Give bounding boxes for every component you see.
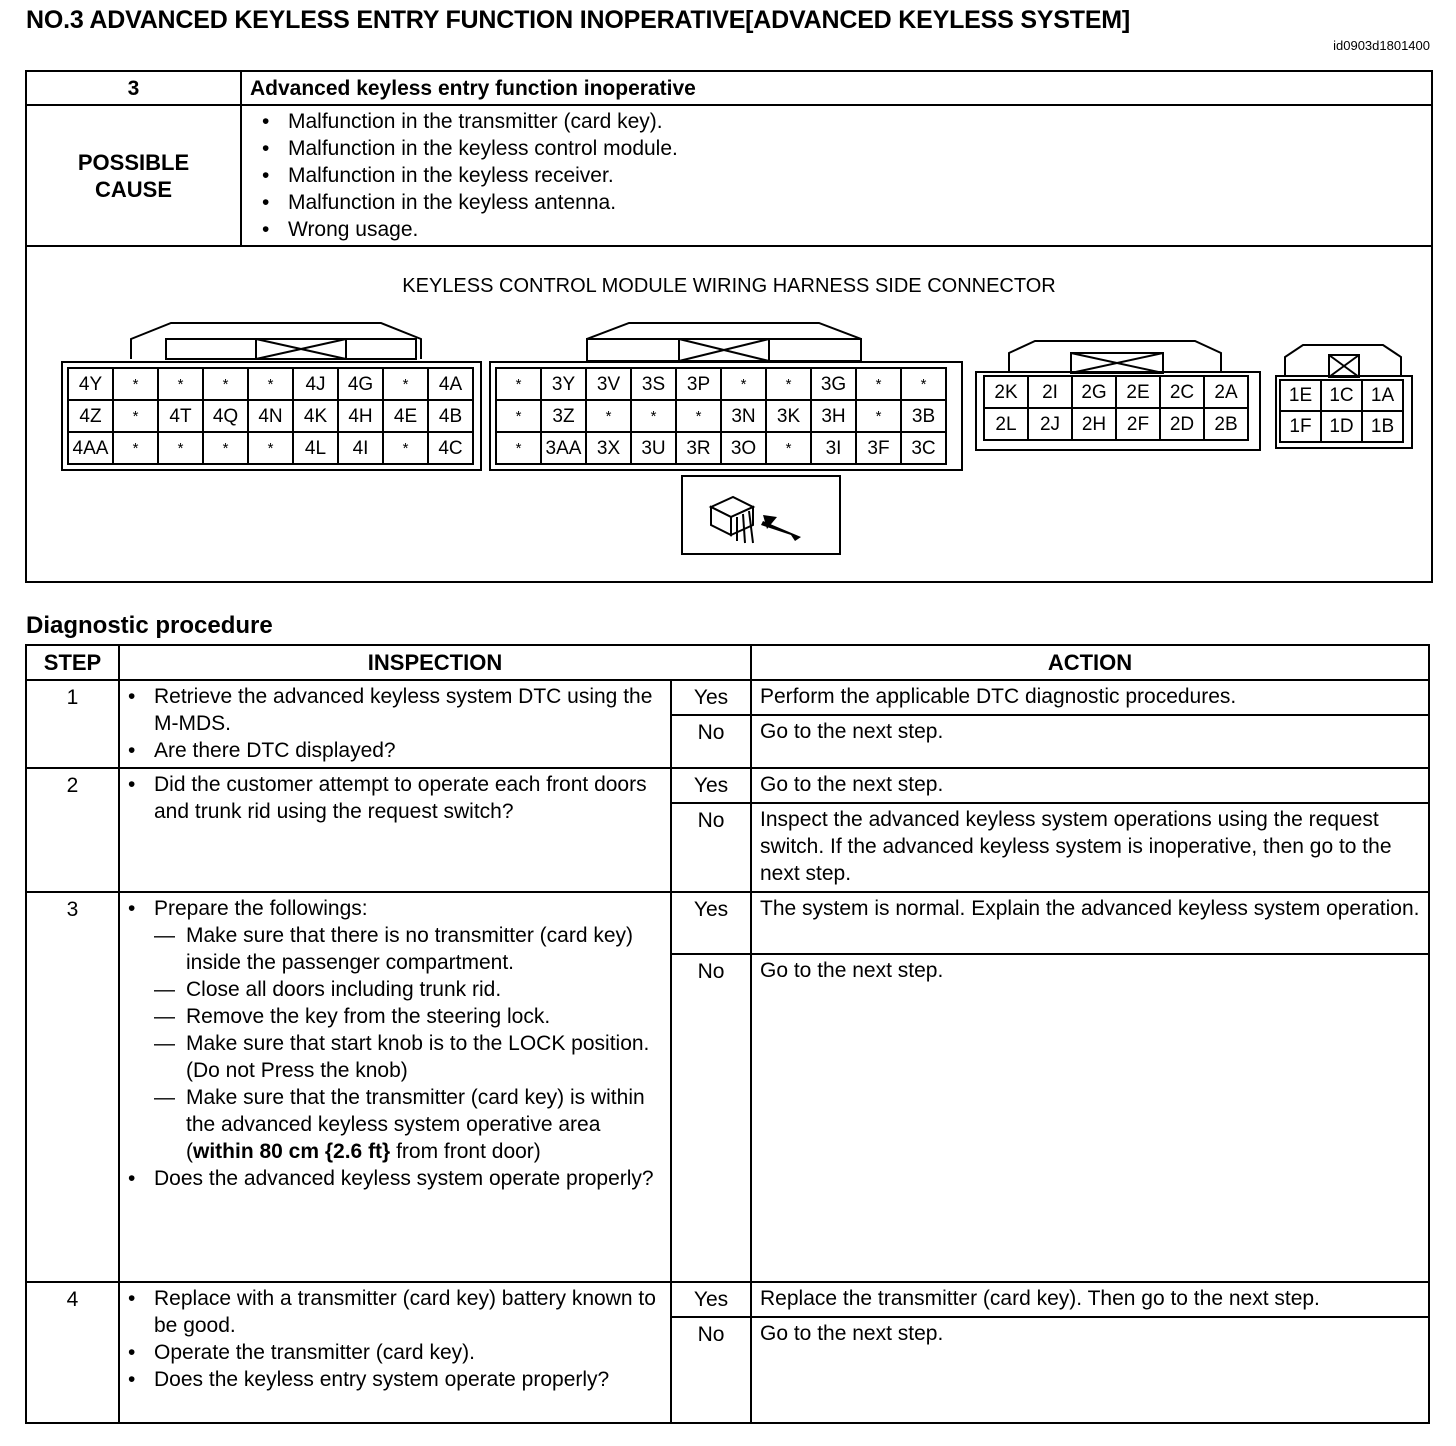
pin: * [249,433,292,463]
pin: 4K [294,401,337,431]
pin: 4T [159,401,202,431]
pin: 4E [384,401,427,431]
pin: 2H [1073,409,1115,439]
pin: * [587,401,630,431]
cause-item: • Malfunction in the keyless control module. [256,135,1431,162]
pin: 2J [1029,409,1071,439]
pin: * [114,369,157,399]
pin: * [384,433,427,463]
pin: * [249,369,292,399]
no-action: Go to the next step. [751,715,1429,768]
yes-label: Yes [671,892,751,954]
pin: 3S [632,369,675,399]
yes-label: Yes [671,1282,751,1317]
symptom-number: 3 [26,71,241,105]
pin: 2K [985,377,1027,407]
step-inspection: • Retrieve the advanced keyless system DTC using the M-MDS. • Are there DTC displayed? [119,680,671,768]
pin: 3I [812,433,855,463]
pin: 1E [1281,381,1320,410]
document-id: id0903d1801400 [1333,38,1430,53]
pin: 3V [587,369,630,399]
pin: 4A [429,369,472,399]
connector-title: KEYLESS CONTROL MODULE WIRING HARNESS SIDE CONNECTOR [402,275,1056,297]
pin: * [902,369,945,399]
no-label: No [671,715,751,768]
yes-action: The system is normal. Explain the advanced keyless system operation. [751,892,1429,954]
pin: * [384,369,427,399]
pin: 3C [902,433,945,463]
step-inspection: • Replace with a transmitter (card key) battery known to be good. • Operate the transmitter (card key). • Does the keyless entry system operate properly? [119,1282,671,1423]
yes-label: Yes [671,680,751,715]
connector-3 [489,319,967,469]
pin: * [722,369,765,399]
pin: 3B [902,401,945,431]
pin: 4C [429,433,472,463]
cause-item: • Malfunction in the transmitter (card key). [256,108,1431,135]
pin: 3O [722,433,765,463]
pin: 2C [1161,377,1203,407]
pin: 3AA [542,433,585,463]
pin: 4N [249,401,292,431]
yes-action: Perform the applicable DTC diagnostic procedures. [751,680,1429,715]
pin: 1D [1322,412,1361,441]
page-title: NO.3 ADVANCED KEYLESS ENTRY FUNCTION INOPERATIVE[ADVANCED KEYLESS SYSTEM] [26,6,1131,34]
step-number: 3 [26,892,119,1282]
pin: * [204,433,247,463]
pin: 4Z [69,401,112,431]
pin: 3H [812,401,855,431]
pin: 2D [1161,409,1203,439]
pin: * [677,401,720,431]
connector-4-pins [67,367,474,465]
step-header: STEP [26,645,119,680]
pin: 2E [1117,377,1159,407]
possible-cause-label: POSSIBLE CAUSE [26,105,241,246]
pin: 3Y [542,369,585,399]
pin: 4Y [69,369,112,399]
connector-1 [1275,341,1415,449]
pin: 2B [1205,409,1247,439]
pin: 2I [1029,377,1071,407]
pin: 3N [722,401,765,431]
section-title: Diagnostic procedure [26,612,273,639]
pin: * [114,433,157,463]
connector-3-lock-cap [489,319,967,364]
pin: 4G [339,369,382,399]
pin: * [497,369,540,399]
connector-4-lock-cap [61,319,486,364]
connector-diagram [26,246,1432,582]
no-label: No [671,954,751,1282]
no-action: Inspect the advanced keyless system operations using the request switch. If the advanced keyless system is inoperative, then go to the next step. [751,803,1429,892]
pin: * [497,433,540,463]
connector-2-pins [983,375,1249,441]
pin: 3P [677,369,720,399]
cause-item: • Wrong usage. [256,216,1431,243]
no-label: No [671,1317,751,1423]
connector-2 [975,337,1265,449]
pin: 2A [1205,377,1247,407]
pin: * [767,433,810,463]
pin: 4I [339,433,382,463]
no-label: No [671,803,751,892]
pin: 3Z [542,401,585,431]
no-action: Go to the next step. [751,954,1429,1282]
step-number: 4 [26,1282,119,1423]
pin: * [159,369,202,399]
pin: 4L [294,433,337,463]
pin: 1F [1281,412,1320,441]
pin: * [114,401,157,431]
diagnostic-table [25,644,1430,1424]
pin: 3R [677,433,720,463]
pin: * [204,369,247,399]
action-header: ACTION [751,645,1429,680]
pin: * [767,369,810,399]
harness-side-icon [681,475,841,555]
connector-1-pins [1279,379,1404,443]
step-number: 2 [26,768,119,892]
yes-action: Go to the next step. [751,768,1429,803]
pin: 3G [812,369,855,399]
connector-3-pins [495,367,947,465]
pin: 3X [587,433,630,463]
pin: 2L [985,409,1027,439]
pin: 1A [1363,381,1402,410]
pin: 4AA [69,433,112,463]
inspection-header: INSPECTION [119,645,751,680]
symptom-title: Advanced keyless entry function inoperative [241,71,1432,105]
pin: 1C [1322,381,1361,410]
step-number: 1 [26,680,119,768]
connector-4 [61,319,486,469]
yes-action: Replace the transmitter (card key). Then go to the next step. [751,1282,1429,1317]
cause-item: • Malfunction in the keyless receiver. [256,162,1431,189]
pin: * [632,401,675,431]
pin: 1B [1363,412,1402,441]
possible-cause-list [241,105,1432,246]
pin: 3F [857,433,900,463]
cause-item: • Malfunction in the keyless antenna. [256,189,1431,216]
pin: 2F [1117,409,1159,439]
pin: * [159,433,202,463]
pin: 2G [1073,377,1115,407]
pin: 4B [429,401,472,431]
yes-label: Yes [671,768,751,803]
pin: * [857,401,900,431]
pin: 4Q [204,401,247,431]
no-action: Go to the next step. [751,1317,1429,1423]
step-inspection: • Did the customer attempt to operate each front doors and trunk rid using the request switch? [119,768,671,892]
pin: * [497,401,540,431]
pin: * [857,369,900,399]
pin: 4H [339,401,382,431]
pin: 4J [294,369,337,399]
step-inspection: • Prepare the followings: — Make sure that there is no transmitter (card key) inside the passenger compartment. — Close all doors including trunk rid. — Remove the key from the steering lock. — Make sure that start knob is to the LOCK position. (Do not Press the knob) — Make sure that the transmitter (card key) is within the advanced keyless system operative area (within 80 cm {2.6 ft} from front door) • Does the advanced keyless system operate properly? [119,892,671,1282]
pin: 3K [767,401,810,431]
pin: 3U [632,433,675,463]
symptom-table [25,70,1433,583]
